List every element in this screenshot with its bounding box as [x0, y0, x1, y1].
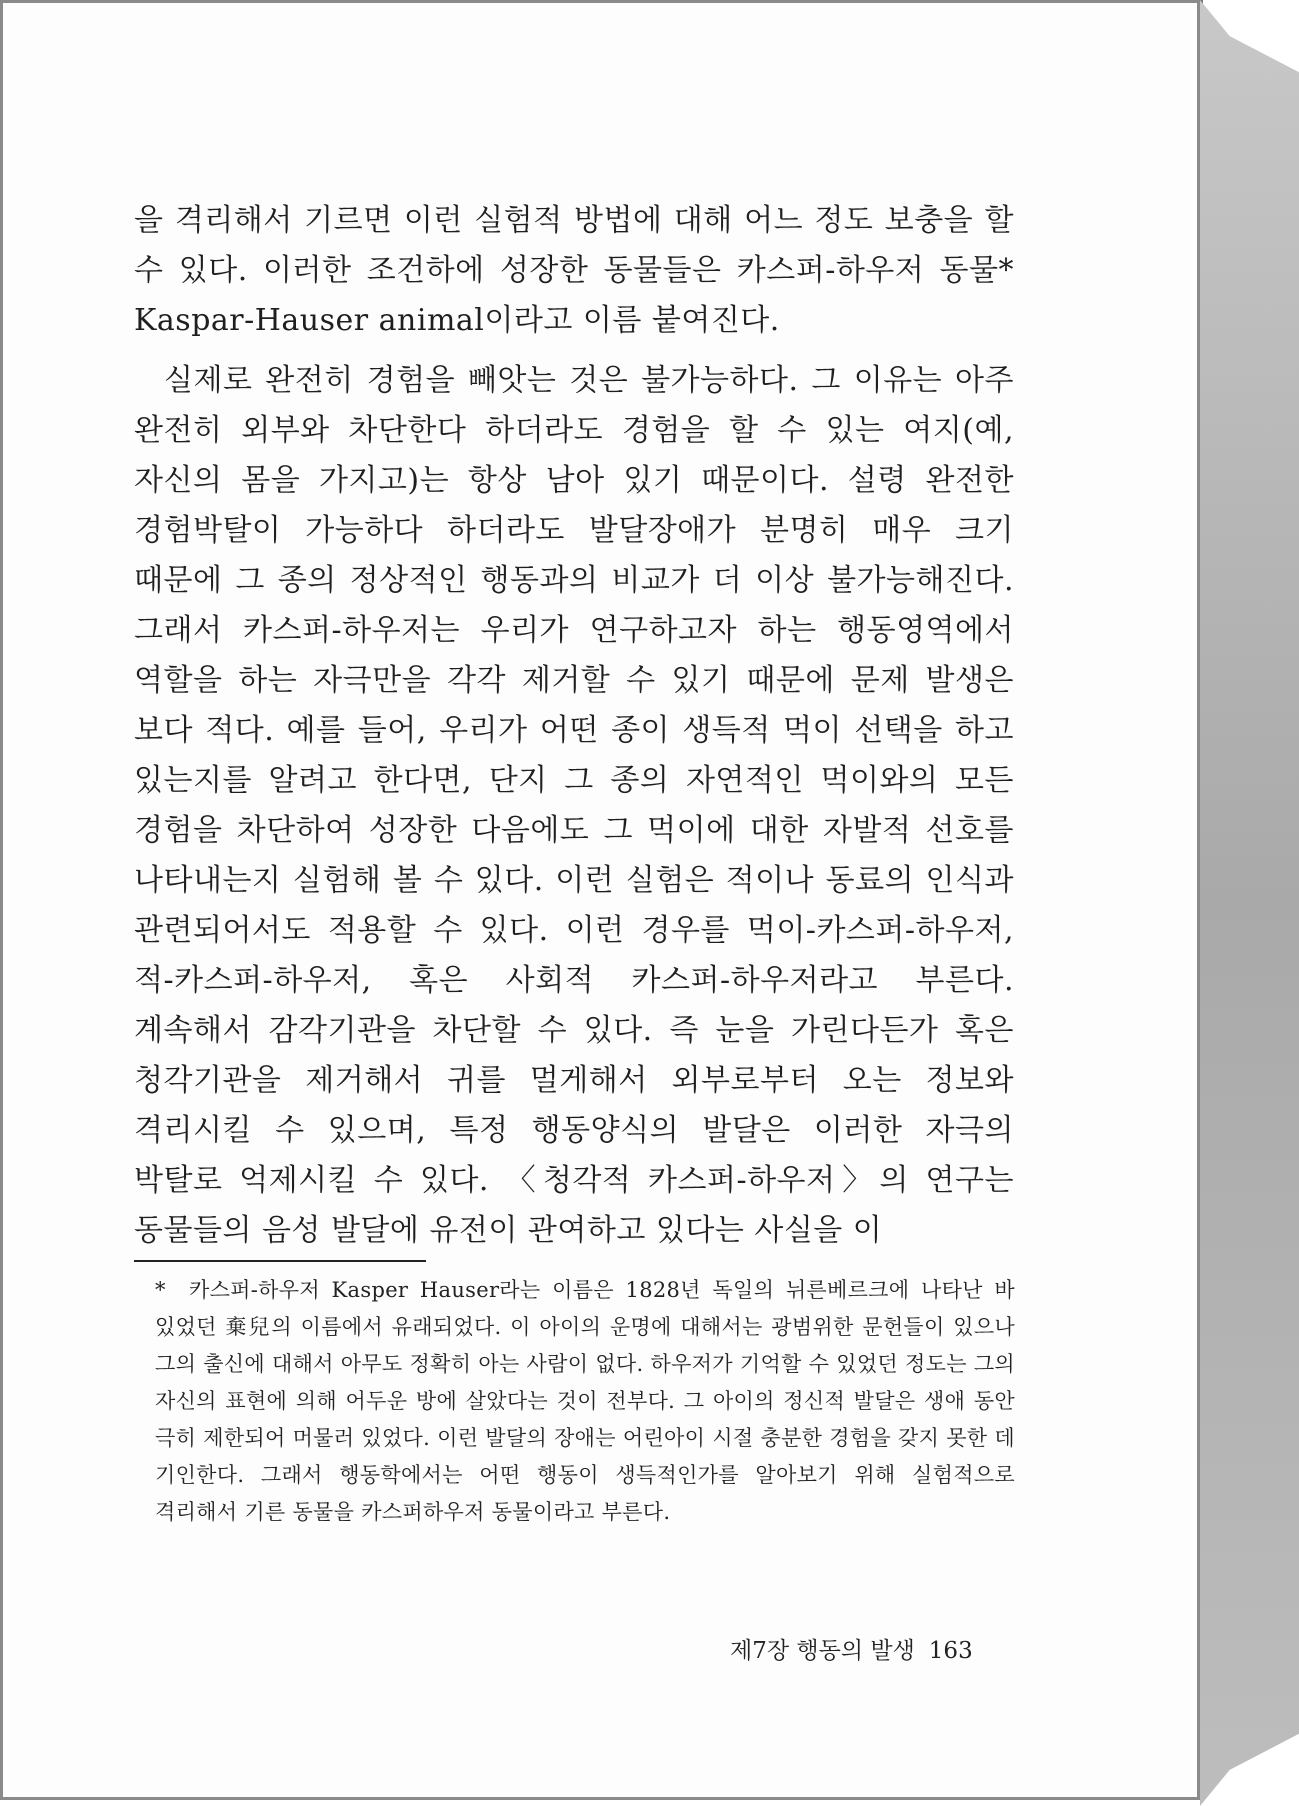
chapter-title: 제7장 행동의 발생: [730, 1638, 915, 1664]
running-footer: [730, 1632, 1050, 1665]
footnote-rule: [134, 1260, 426, 1262]
paragraph-1: 을 격리해서 기르면 이런 실험적 방법에 대해 어느 정도 보충을 할 수 있다. 이러한 조건하에 성장한 동물들은 카스퍼-하우저 동물* Kaspar-Hauser animal이라고 이름 붙여진다.: [134, 203, 1014, 338]
footnote: [155, 1272, 1015, 1531]
body-text: [134, 196, 1014, 1256]
footnote-text: 카스퍼-하우저 Kasper Hauser라는 이름은 1828년 독일의 뉘른베르크에 나타난 바 있었던 棄兒의 이름에서 유래되었다. 이 아이의 운명에 대해서는 광범위한 문헌들이 있으나 그의 출신에 대해서 아무도 정확히 아는 사람이 없다. 하우저가 기억할 수 있었던 정도는 그의 자신의 표현에 의해 어두운 방에 살았다는 것이 전부다. 그 아이의 정신적 발달은 생애 동안 극히 제한되어 머물러 있었다. 이런 발달의 장애는 어린아이 시절 충분한 경험을 갖지 못한 데 기인한다. 그래서 행동학에서는 어떤 행동이 생득적인가를 알아보기 위해 실험적으로 격리해서 기른 동물을 카스퍼하우저 동물이라고 부른다.: [155, 1278, 1015, 1524]
page-stack-edge: [1200, 0, 1299, 1806]
page-number: 163: [928, 1638, 973, 1664]
paragraph-2: 실제로 완전히 경험을 빼앗는 것은 불가능하다. 그 이유는 아주 완전히 외부와 차단한다 하더라도 경험을 할 수 있는 여지(예, 자신의 몸을 가지고)는 항상 남아 있기 때문이다. 설령 완전한 경험박탈이 가능하다 하더라도 발달장애가 분명히 매우 크기 때문에 그 종의 정상적인 행동과의 비교가 더 이상 불가능해진다. 그래서 카스퍼-하우저는 우리가 연구하고자 하는 행동영역에서 역할을 하는 자극만을 각각 제거할 수 있기 때문에 문제 발생은 보다 적다. 예를 들어, 우리가 어떤 종이 생득적 먹이 선택을 하고 있는지를 알려고 한다면, 단지 그 종의 자연적인 먹이와의 모든 경험을 차단하여 성장한 다음에도 그 먹이에 대한 자발적 선호를 나타내는지 실험해 볼 수 있다. 이런 실험은 적이나 동료의 인식과 관련되어서도 적용할 수 있다. 이런 경우를 먹이-카스퍼-하우저, 적-카스퍼-하우저, 혹은 사회적 카스퍼-하우저라고 부른다. 계속해서 감각기관을 차단할 수 있다. 즉 눈을 가린다든가 혹은 청각기관을 제거해서 귀를 멀게해서 외부로부터 오는 정보와 격리시킬 수 있으며, 특정 행동양식의 발달은 이러한 자극의 박탈로 억제시킬 수 있다. 〈청각적 카스퍼-하우저〉의 연구는 동물들의 음성 발달에 유전이 관여하고 있다는 사실을 이: [134, 363, 1014, 1248]
footnote-marker: *: [155, 1278, 166, 1302]
